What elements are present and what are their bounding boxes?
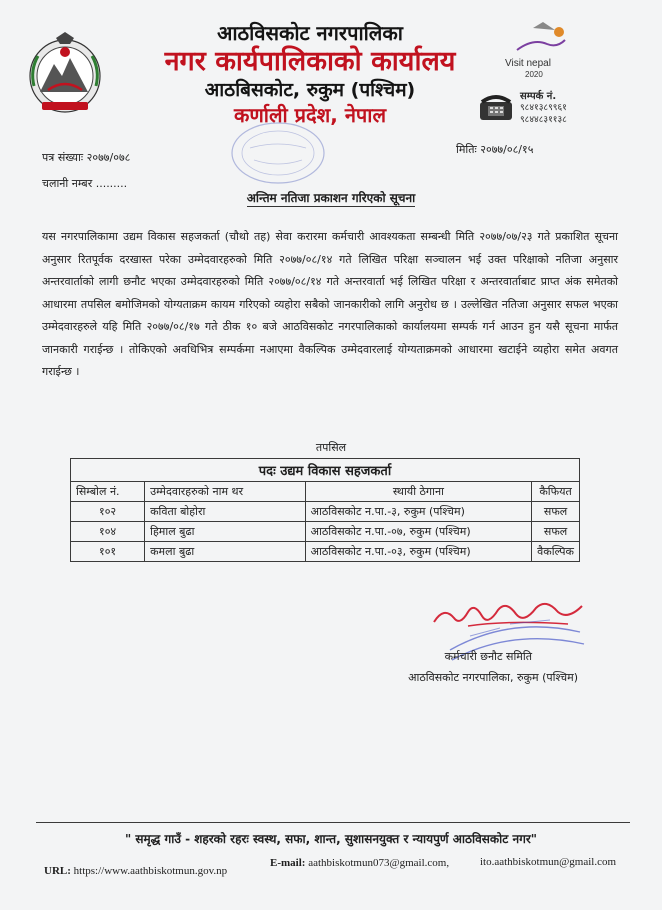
header-candidate-name: उम्मेदवारहरुको नाम थर [145, 482, 306, 502]
nepal-emblem-icon [26, 30, 104, 116]
contact-block [520, 88, 610, 126]
cell-symbol-no: १०१ [71, 542, 145, 562]
header-symbol-no: सिम्बोल नं. [71, 482, 145, 502]
telephone-icon [478, 92, 514, 122]
contact-label: सम्पर्क नं. [520, 91, 557, 102]
letter-date: मितिः २०७७/०८/१५ [456, 143, 534, 156]
signatory-committee: कर्मचारी छनौट समिति [444, 650, 532, 663]
table-header-row [71, 482, 580, 502]
footer-url [44, 865, 227, 877]
email-link[interactable]: aathbiskotmun073@gmail.com, [308, 857, 450, 869]
contact-number: ९८४४८३११३८ [520, 115, 567, 125]
office-seal-icon [228, 118, 328, 188]
table-row [71, 522, 580, 542]
footer-slogan: " समृद्ध गाउँ - शहरको रहरः स्वस्थ, सफा, शान्त, सुशासनयुक्त र न्यायपुर्ण आठविसकोट नगर" [124, 832, 538, 846]
svg-text:Visit nepal: Visit nepal [505, 58, 551, 69]
cell-remarks: सफल [532, 502, 580, 522]
cell-remarks: सफल [532, 522, 580, 542]
signatory-office: आठविसकोट नगरपालिका, रुकुम (पश्चिम) [408, 671, 578, 684]
table-row [71, 502, 580, 522]
dispatch-number: चलानी नम्बर ......... [42, 177, 128, 190]
office-name: नगर कार्यपालिकाको कार्यालय [164, 46, 456, 77]
cell-symbol-no: १०२ [71, 502, 145, 522]
results-table [70, 458, 580, 562]
municipality-name: आठविसकोट नगरपालिका [217, 21, 403, 45]
footer-divider [36, 822, 630, 823]
email-link-secondary[interactable]: ito.aathbiskotmun@gmail.com [480, 856, 617, 868]
cell-candidate-name: कमला बुढा [145, 542, 306, 562]
table-row [71, 542, 580, 562]
office-location: आठबिसकोट, रुकुम (पश्चिम) [204, 79, 416, 101]
header-permanent-address: स्थायी ठेगाना [305, 482, 532, 502]
notice-body: यस नगरपालिकामा उद्यम विकास सहजकर्ता (चौथो तह) सेवा करारमा कर्मचारी आवश्यकता सम्बन्धी मिति २०७७/०७/२३ गते प्रकाशित सूचना अनुसार रितपूर्वक दरखास्त परेका उम्मेदवारहरुको मिति २०७७/०८/१४ गते लिखित परिक्षा सञ्चालन भई उक्त परिक्षाको नतिजा अनुसार अन्तरवार्ताको लागी छनौट भएका उम्मेदवारहरुको मिति २०७७/०८/१४ गते अन्तरवार्ता भई लिखित परिक्षा र अन्तरवार्ताबाट प्राप्त अंक समेतको आधारमा तपसिल बमोजिमको योग्यताक्रम कायम गरिएको व्यहोरा सबैको जानकारीको लागि अनुरोध छ । उल्लेखित नतिजा अनुसार सफल भएका उम्मेदवारहरुले यहि मिति २०७७/०८/१७ गते ठीक १० बजे आठविसकोट नगरपालिकाको कार्यालयमा सम्पर्क गर्न आउन हुन यसै सूचना मार्फत जानकारी गराईन्छ । तोकिएको अवधिभित्र सम्पर्कमा नआएमा वैकल्पिक उम्मेदवारलाई योग्यताक्रमको आधारमा खटाईने व्यहोरा समेत अवगत गराईन्छ । [42, 230, 618, 378]
cell-address: आठविसकोट न.पा.-०३, रुकुम (पश्चिम) [305, 542, 532, 562]
notice-subject-text: अन्तिम नतिजा प्रकाशन गरिएको सूचना [246, 191, 416, 205]
letter-reference-number: पत्र संख्याः २०७७/०७८ [42, 151, 131, 164]
footer-email [270, 857, 449, 869]
cell-address: आठविसकोट न.पा.-०७, रुकुम (पश्चिम) [305, 522, 532, 542]
details-label: तपसिल [315, 441, 347, 454]
post-title-row [71, 459, 580, 482]
url-label: URL: [44, 865, 71, 877]
visit-nepal-logo-icon [503, 20, 575, 82]
footer-email-secondary [480, 856, 616, 868]
cell-address: आठविसकोट न.पा.-३, रुकुम (पश्चिम) [305, 502, 532, 522]
cell-remarks: वैकल्पिक [532, 542, 580, 562]
website-link[interactable]: https://www.aathbiskotmun.gov.np [73, 865, 228, 877]
email-label: E-mail: [270, 857, 306, 869]
letterhead [110, 20, 510, 128]
province-country: कर्णाली प्रदेश, नेपाल [233, 103, 387, 127]
post-title: पदः उद्यम विकास सहजकर्ता [71, 459, 580, 482]
cell-symbol-no: १०४ [71, 522, 145, 542]
header-remarks: कैफियत [532, 482, 580, 502]
notice-subject [0, 189, 662, 206]
svg-text:2020: 2020 [525, 70, 543, 79]
contact-number: ९८४१३८९९६१ [520, 103, 567, 113]
cell-candidate-name: हिमाल बुढा [145, 522, 306, 542]
cell-candidate-name: कविता बोहोरा [145, 502, 306, 522]
